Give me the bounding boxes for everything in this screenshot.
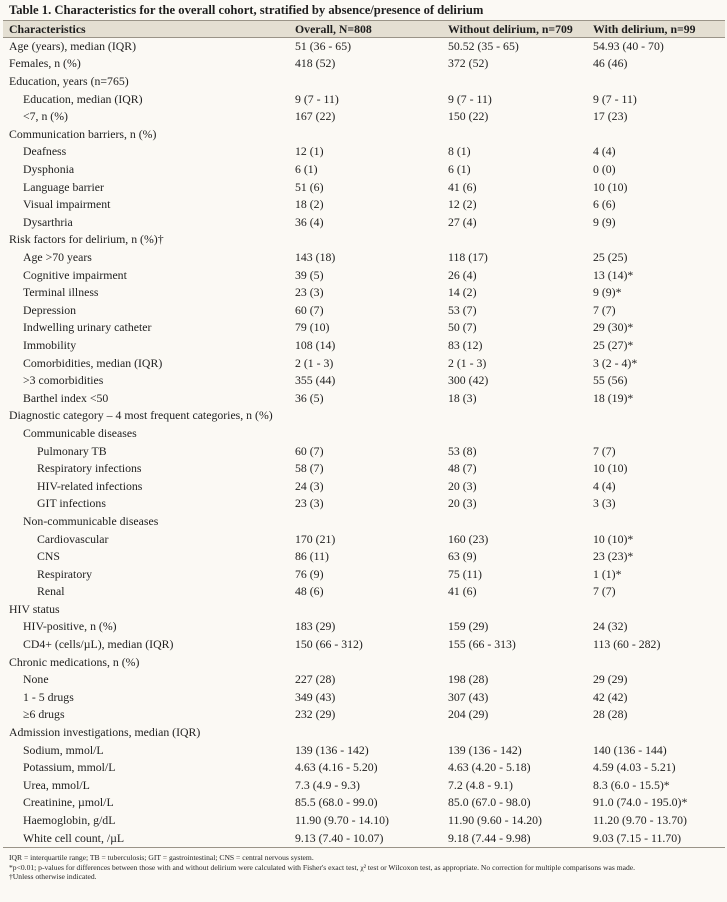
cell-overall: 23 (3) [295, 285, 324, 300]
cell-overall [289, 601, 442, 619]
cell-with-delirium: 91.0 (74.0 - 195.0)* [593, 795, 688, 810]
cell-with-delirium: 0 (0) [593, 162, 616, 177]
row-label: Age >70 years [23, 250, 92, 265]
table-row [3, 742, 725, 760]
cell-with-delirium [587, 425, 725, 443]
table-row [3, 654, 725, 672]
cell-without-delirium: 307 (43) [448, 689, 489, 704]
cell-with-delirium: 10 (10)* [593, 531, 634, 546]
cell-overall: 4.63 (4.16 - 5.20) [295, 760, 378, 775]
cell-with-delirium: 4 (4) [593, 144, 616, 159]
table-row [3, 636, 725, 654]
cell-with-delirium: 25 (27)* [593, 337, 634, 352]
table-row [3, 179, 725, 197]
cell-overall: 139 (136 - 142) [295, 742, 369, 757]
cell-without-delirium: 41 (6) [448, 584, 477, 599]
table-row [3, 795, 725, 813]
table-row [3, 407, 725, 425]
cell-with-delirium: 9 (9)* [593, 285, 622, 300]
row-label: Chronic medications, n (%) [9, 654, 140, 669]
cell-overall: 60 (7) [295, 302, 324, 317]
cell-with-delirium [587, 407, 725, 425]
cell-overall [289, 232, 442, 250]
row-label: Terminal illness [23, 285, 99, 300]
cell-without-delirium: 2 (1 - 3) [448, 355, 487, 370]
cell-with-delirium: 29 (29) [593, 672, 628, 687]
cell-without-delirium: 18 (3) [448, 390, 477, 405]
cell-overall [289, 425, 442, 443]
cell-overall: 7.3 (4.9 - 9.3) [295, 777, 360, 792]
cell-without-delirium: 300 (42) [448, 373, 489, 388]
table-row [3, 531, 725, 549]
cell-with-delirium: 25 (25) [593, 250, 628, 265]
row-label: ≥6 drugs [23, 707, 65, 722]
cell-without-delirium: 204 (29) [448, 707, 489, 722]
table-row [3, 337, 725, 355]
cell-overall: 12 (1) [295, 144, 324, 159]
header-with-delirium: With delirium, n=99 [587, 21, 725, 38]
table-row [3, 689, 725, 707]
cell-overall: 24 (3) [295, 478, 324, 493]
cell-with-delirium [587, 73, 725, 91]
table-row [3, 425, 725, 443]
table-row [3, 284, 725, 302]
table-row [3, 126, 725, 144]
cell-with-delirium: 13 (14)* [593, 267, 634, 282]
cell-without-delirium: 150 (22) [448, 109, 489, 124]
cell-overall: 60 (7) [295, 443, 324, 458]
cell-without-delirium: 83 (12) [448, 337, 483, 352]
table-row [3, 777, 725, 795]
cell-without-delirium: 53 (7) [448, 302, 477, 317]
cell-with-delirium: 113 (60 - 282) [593, 637, 661, 652]
cell-overall: 36 (5) [295, 390, 324, 405]
table-row [3, 108, 725, 126]
characteristics-table [3, 20, 725, 848]
cell-without-delirium: 11.90 (9.60 - 14.20) [448, 813, 542, 828]
cell-without-delirium: 85.0 (67.0 - 98.0) [448, 795, 531, 810]
row-label: HIV-positive, n (%) [23, 619, 117, 634]
cell-with-delirium: 29 (30)* [593, 320, 634, 335]
table-row [3, 707, 725, 725]
table-row [3, 249, 725, 267]
row-label: Diagnostic category – 4 most frequent categories, n (%) [9, 408, 273, 423]
cell-overall: 170 (21) [295, 531, 336, 546]
cell-with-delirium [587, 654, 725, 672]
row-label: Education, years (n=765) [9, 74, 129, 89]
cell-without-delirium: 8 (1) [448, 144, 471, 159]
cell-with-delirium: 1 (1)* [593, 566, 622, 581]
cell-overall: 23 (3) [295, 496, 324, 511]
cell-with-delirium: 42 (42) [593, 689, 628, 704]
cell-with-delirium: 18 (19)* [593, 390, 634, 405]
table-row [3, 320, 725, 338]
cell-with-delirium: 4 (4) [593, 478, 616, 493]
cell-with-delirium [587, 126, 725, 144]
cell-with-delirium [587, 232, 725, 250]
cell-with-delirium: 140 (136 - 144) [593, 742, 667, 757]
cell-without-delirium [442, 654, 587, 672]
cell-with-delirium: 46 (46) [593, 56, 628, 71]
table-row [3, 91, 725, 109]
cell-overall [289, 654, 442, 672]
cell-without-delirium: 159 (29) [448, 619, 489, 634]
table-row [3, 671, 725, 689]
table-row [3, 495, 725, 513]
cell-without-delirium [442, 601, 587, 619]
cell-without-delirium: 372 (52) [448, 56, 489, 71]
row-label: Respiratory infections [37, 461, 142, 476]
row-label: Education, median (IQR) [23, 91, 143, 106]
table-row [3, 302, 725, 320]
cell-overall: 183 (29) [295, 619, 336, 634]
cell-without-delirium: 27 (4) [448, 214, 477, 229]
cell-with-delirium: 10 (10) [593, 461, 628, 476]
cell-with-delirium: 17 (23) [593, 109, 628, 124]
table-row [3, 214, 725, 232]
cell-without-delirium: 198 (28) [448, 672, 489, 687]
cell-without-delirium: 20 (3) [448, 496, 477, 511]
table-row [3, 144, 725, 162]
cell-with-delirium: 9.03 (7.15 - 11.70) [587, 830, 725, 848]
cell-with-delirium: 54.93 (40 - 70) [593, 38, 664, 53]
table-row [3, 443, 725, 461]
cell-overall: 167 (22) [295, 109, 336, 124]
cell-without-delirium: 50 (7) [448, 320, 477, 335]
row-label: Haemoglobin, g/dL [23, 813, 116, 828]
row-label: Risk factors for delirium, n (%)† [9, 232, 164, 247]
cell-overall: 85.5 (68.0 - 99.0) [295, 795, 378, 810]
cell-overall: 9.13 (7.40 - 10.07) [289, 830, 442, 848]
row-label: White cell count, /µL [3, 830, 289, 848]
cell-overall [289, 407, 442, 425]
row-label: 1 - 5 drugs [23, 689, 74, 704]
cell-with-delirium: 3 (2 - 4)* [593, 355, 638, 370]
row-label: CNS [37, 549, 60, 564]
cell-with-delirium [587, 513, 725, 531]
row-label: Visual impairment [23, 197, 111, 212]
row-label: Communicable diseases [23, 425, 137, 440]
table-row [3, 196, 725, 214]
footnote-dagger: †Unless otherwise indicated. [9, 872, 97, 882]
cell-with-delirium: 8.3 (6.0 - 15.5)* [593, 777, 670, 792]
table-row [3, 548, 725, 566]
table-row [3, 267, 725, 285]
table-row [3, 460, 725, 478]
cell-overall: 6 (1) [295, 162, 318, 177]
table-row [3, 830, 725, 848]
cell-overall [289, 724, 442, 742]
row-label: Dysphonia [23, 162, 75, 177]
table-row [3, 56, 725, 74]
row-label: Indwelling urinary catheter [23, 320, 152, 335]
cell-without-delirium: 160 (23) [448, 531, 489, 546]
row-label: Deafness [23, 144, 67, 159]
cell-overall: 355 (44) [295, 373, 336, 388]
row-label: CD4+ (cells/µL), median (IQR) [23, 637, 174, 652]
table-row [3, 812, 725, 830]
cell-without-delirium [442, 232, 587, 250]
cell-overall: 48 (6) [295, 584, 324, 599]
cell-with-delirium: 9 (7 - 11) [593, 91, 637, 106]
cell-overall: 79 (10) [295, 320, 330, 335]
row-label: Females, n (%) [9, 56, 81, 71]
table-row [3, 759, 725, 777]
table-row [3, 513, 725, 531]
cell-without-delirium [442, 513, 587, 531]
cell-with-delirium: 10 (10) [593, 179, 628, 194]
row-label: Depression [23, 302, 77, 317]
header-without-delirium: Without delirium, n=709 [442, 21, 587, 38]
row-label: Pulmonary TB [37, 443, 107, 458]
cell-without-delirium [442, 724, 587, 742]
table-title: Table 1. Characteristics for the overall cohort, stratified by absence/presence of delirium [9, 3, 484, 17]
cell-overall: 2 (1 - 3) [295, 355, 334, 370]
cell-with-delirium: 6 (6) [593, 197, 616, 212]
table-row [3, 390, 725, 408]
cell-without-delirium: 41 (6) [448, 179, 477, 194]
row-label: HIV status [9, 601, 60, 616]
footnote-significance: *p<0.01; p-values for differences between those with and without delirium were calculated with Fisher's exact test, χ² test or Wilcoxon test, as appropriate. No correction for multiple comparisons was made. [9, 862, 636, 872]
cell-overall [289, 126, 442, 144]
table-row [3, 583, 725, 601]
table-row [3, 566, 725, 584]
table-header-row [3, 21, 725, 38]
row-label: Potassium, mmol/L [23, 760, 116, 775]
cell-without-delirium: 14 (2) [448, 285, 477, 300]
cell-without-delirium: 53 (8) [448, 443, 477, 458]
cell-with-delirium: 7 (7) [593, 302, 616, 317]
cell-overall: 86 (11) [295, 549, 329, 564]
table-row [3, 619, 725, 637]
row-label: Cognitive impairment [23, 267, 127, 282]
header-characteristics: Characteristics [3, 21, 289, 38]
row-label: Communication barriers, n (%) [9, 126, 157, 141]
cell-without-delirium: 63 (9) [448, 549, 477, 564]
table-row [3, 38, 725, 56]
cell-with-delirium: 7 (7) [593, 584, 616, 599]
cell-overall: 349 (43) [295, 689, 336, 704]
cell-overall: 9 (7 - 11) [295, 91, 339, 106]
cell-overall: 51 (36 - 65) [295, 38, 352, 53]
cell-overall: 18 (2) [295, 197, 324, 212]
table-row [3, 601, 725, 619]
cell-without-delirium: 4.63 (4.20 - 5.18) [448, 760, 531, 775]
row-label: Dysarthria [23, 214, 73, 229]
row-label: HIV-related infections [37, 478, 143, 493]
cell-overall: 11.90 (9.70 - 14.10) [295, 813, 389, 828]
cell-without-delirium: 20 (3) [448, 478, 477, 493]
table-body [3, 38, 725, 848]
cell-overall: 36 (4) [295, 214, 324, 229]
cell-overall: 39 (5) [295, 267, 324, 282]
cell-with-delirium: 24 (32) [593, 619, 628, 634]
row-label: Barthel index <50 [23, 390, 109, 405]
cell-with-delirium: 28 (28) [593, 707, 628, 722]
cell-without-delirium: 75 (11) [448, 566, 482, 581]
header-overall: Overall, N=808 [289, 21, 442, 38]
row-label: Cardiovascular [37, 531, 109, 546]
cell-overall: 58 (7) [295, 461, 324, 476]
row-label: Comorbidities, median (IQR) [23, 355, 163, 370]
cell-without-delirium [442, 126, 587, 144]
cell-overall: 418 (52) [295, 56, 336, 71]
row-label: Non-communicable diseases [23, 513, 159, 528]
cell-overall [289, 73, 442, 91]
cell-without-delirium: 50.52 (35 - 65) [448, 38, 519, 53]
cell-overall: 51 (6) [295, 179, 324, 194]
cell-without-delirium [442, 73, 587, 91]
cell-overall: 143 (18) [295, 250, 336, 265]
row-label: Language barrier [23, 179, 104, 194]
row-label: <7, n (%) [23, 109, 68, 124]
cell-with-delirium: 7 (7) [593, 443, 616, 458]
table-row [3, 73, 725, 91]
cell-with-delirium [587, 724, 725, 742]
cell-without-delirium: 26 (4) [448, 267, 477, 282]
row-label: Immobility [23, 337, 77, 352]
cell-without-delirium: 7.2 (4.8 - 9.1) [448, 777, 513, 792]
cell-overall: 232 (29) [295, 707, 336, 722]
row-label: Admission investigations, median (IQR) [9, 725, 201, 740]
row-label: Age (years), median (IQR) [9, 38, 137, 53]
table-row [3, 355, 725, 373]
row-label: Urea, mmol/L [23, 777, 90, 792]
cell-without-delirium: 118 (17) [448, 250, 488, 265]
row-label: Creatinine, µmol/L [23, 795, 114, 810]
table-row [3, 232, 725, 250]
cell-with-delirium [587, 601, 725, 619]
row-label: Renal [37, 584, 65, 599]
cell-without-delirium: 12 (2) [448, 197, 477, 212]
cell-overall: 227 (28) [295, 672, 336, 687]
row-label: >3 comorbidities [23, 373, 104, 388]
cell-without-delirium: 48 (7) [448, 461, 477, 476]
cell-with-delirium: 9 (9) [593, 214, 616, 229]
footnote-abbreviations: IQR = interquartile range; TB = tuberculosis; GIT = gastrointestinal; CNS = central nervous system. [9, 853, 314, 862]
table-row [3, 372, 725, 390]
row-label: Sodium, mmol/L [23, 742, 104, 757]
cell-without-delirium: 9.18 (7.44 - 9.98) [442, 830, 587, 848]
table-row [3, 724, 725, 742]
cell-with-delirium: 4.59 (4.03 - 5.21) [593, 760, 676, 775]
cell-overall: 108 (14) [295, 337, 336, 352]
row-label: Respiratory [37, 566, 93, 581]
table-row [3, 478, 725, 496]
cell-with-delirium: 3 (3) [593, 496, 616, 511]
table-row [3, 161, 725, 179]
cell-with-delirium: 11.20 (9.70 - 13.70) [593, 813, 687, 828]
row-label: None [23, 672, 49, 687]
cell-with-delirium: 23 (23)* [593, 549, 634, 564]
cell-without-delirium: 155 (66 - 313) [448, 637, 516, 652]
cell-without-delirium [442, 407, 587, 425]
table-footnotes [9, 853, 721, 882]
cell-without-delirium [442, 425, 587, 443]
cell-overall: 150 (66 - 312) [295, 637, 363, 652]
cell-overall [289, 513, 442, 531]
cell-without-delirium: 9 (7 - 11) [448, 91, 492, 106]
cell-without-delirium: 6 (1) [448, 162, 471, 177]
cell-overall: 76 (9) [295, 566, 324, 581]
row-label: GIT infections [37, 496, 106, 511]
cell-with-delirium: 55 (56) [593, 373, 628, 388]
cell-without-delirium: 139 (136 - 142) [448, 742, 522, 757]
